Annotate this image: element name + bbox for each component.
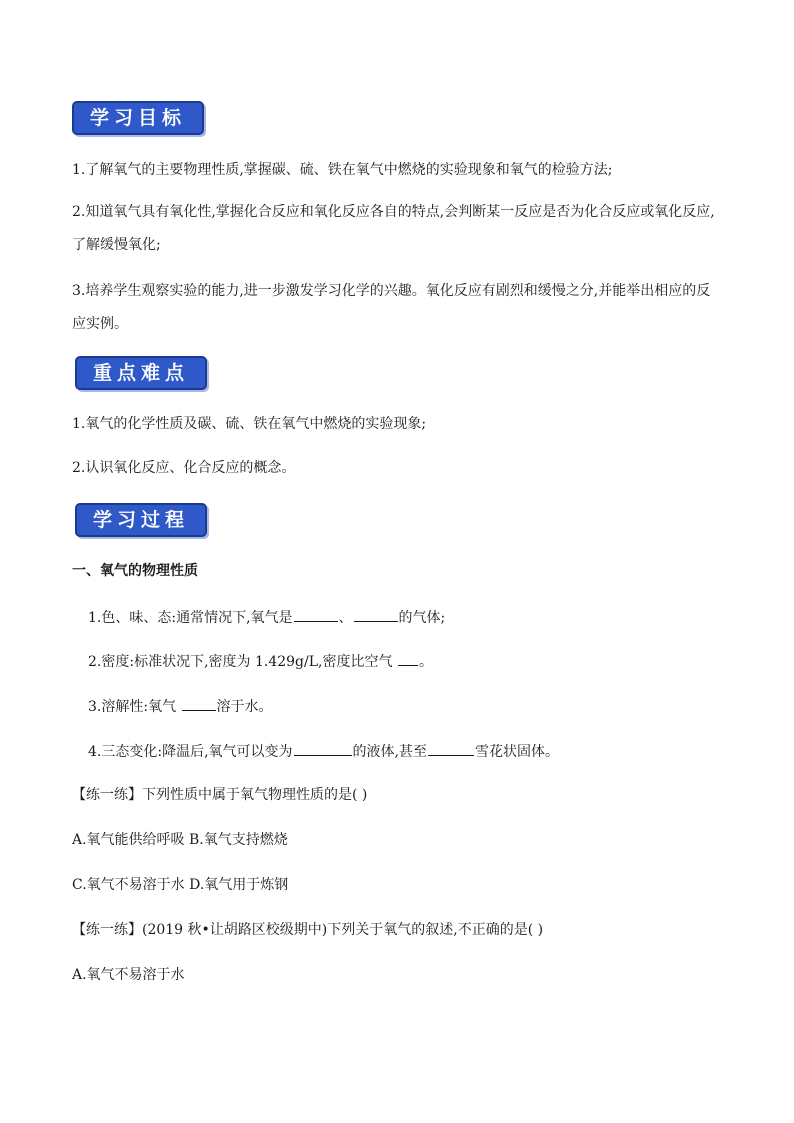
q1-text-b: 、 xyxy=(338,610,353,626)
question-color-smell-state xyxy=(88,607,445,627)
exercise-1-options-ab: A.氧气能供给呼吸 B.氧气支持燃烧 xyxy=(72,832,288,848)
q4-text-a: 4.三态变化:降温后,氧气可以变为 xyxy=(88,744,293,760)
subheading-oxygen-physical: 一、氧气的物理性质 xyxy=(72,563,198,579)
keypoint-item-2: 2.认识氧化反应、化合反应的概念。 xyxy=(72,460,296,476)
objective-item-1: 1.了解氧气的主要物理性质,掌握碳、硫、铁在氧气中燃烧的实验现象和氧气的检验方法; xyxy=(72,162,613,178)
question-density xyxy=(88,651,433,671)
blank-2 xyxy=(354,607,398,622)
question-three-states xyxy=(88,741,559,761)
exercise-1-options-cd: C.氧气不易溶于水 D.氧气用于炼钢 xyxy=(72,877,289,893)
question-solubility xyxy=(88,696,273,716)
section-badge-process: 学习过程 xyxy=(75,503,207,537)
blank-4 xyxy=(182,696,216,711)
q4-text-c: 雪花状固体。 xyxy=(474,744,559,760)
keypoint-item-1: 1.氧气的化学性质及碳、硫、铁在氧气中燃烧的实验现象; xyxy=(72,416,427,432)
exercise-2-prompt: 【练一练】(2019 秋•让胡路区校级期中)下列关于氧气的叙述,不正确的是( ) xyxy=(72,922,544,938)
q2-text-a: 2.密度:标准状况下,密度为 1.429g/L,密度比空气 xyxy=(88,654,397,670)
objective-item-2: 2.知道氧气具有氧化性,掌握化合反应和氧化反应各自的特点,会判断某一反应是否为化合反应或氧化反应, xyxy=(72,204,715,220)
exercise-1-prompt: 【练一练】下列性质中属于氧气物理性质的是( ) xyxy=(72,787,368,803)
objective-item-3: 3.培养学生观察实验的能力,进一步激发学习化学的兴趣。氧化反应有剧烈和缓慢之分,并能举出相应的反 xyxy=(72,283,711,299)
objective-item-2-cont: 了解缓慢氧化; xyxy=(72,237,161,253)
blank-1 xyxy=(294,607,338,622)
q4-text-b: 的液体,甚至 xyxy=(352,744,427,760)
blank-6 xyxy=(428,741,474,756)
section-badge-objectives: 学习目标 xyxy=(72,101,204,135)
q3-text-b: 溶于水。 xyxy=(216,699,273,715)
objective-item-3-cont: 应实例。 xyxy=(72,316,128,332)
q1-text-a: 1.色、味、态:通常情况下,氧气是 xyxy=(88,610,293,626)
section-badge-keypoints: 重点难点 xyxy=(75,356,207,390)
q2-text-b: 。 xyxy=(418,654,433,670)
q3-text-a: 3.溶解性:氧气 xyxy=(88,699,181,715)
q1-text-c: 的气体; xyxy=(398,610,446,626)
exercise-2-option-a: A.氧气不易溶于水 xyxy=(72,967,185,983)
blank-5 xyxy=(294,741,352,756)
blank-3 xyxy=(398,651,418,666)
